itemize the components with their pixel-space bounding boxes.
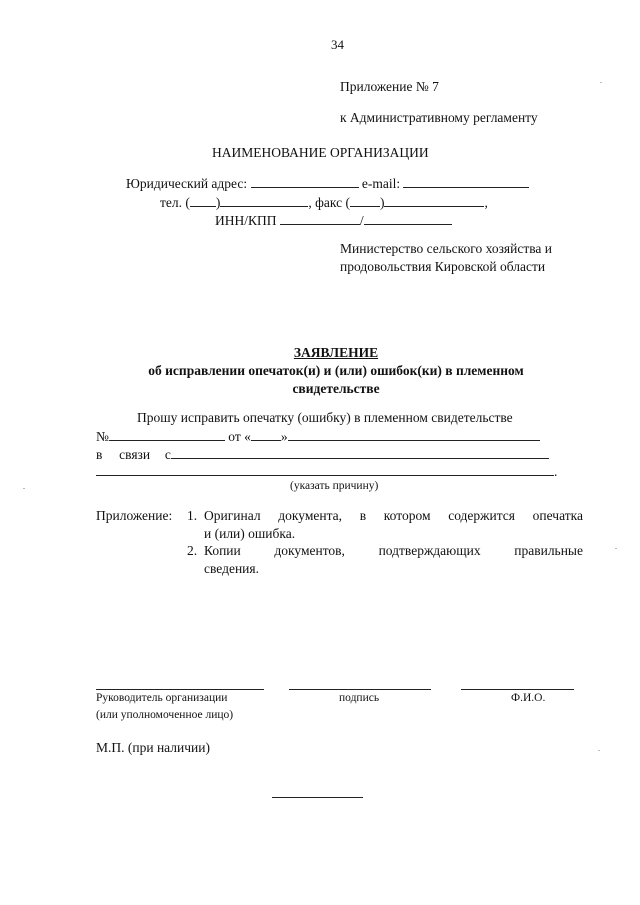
address-line <box>126 175 529 192</box>
attachment-1-number: 1. <box>187 508 198 523</box>
fax-close: ) <box>379 195 385 210</box>
tel-close: ) <box>215 195 221 210</box>
date-day-blank <box>251 428 281 441</box>
reason-line <box>96 446 549 463</box>
signature-head-label-1: Руководитель организации <box>96 692 228 704</box>
fax-code-blank <box>350 194 380 207</box>
attachments-label: Приложение: <box>96 508 173 523</box>
document-subtitle-2: свидетельстве <box>292 381 380 396</box>
reason-hint: (указать причину) <box>290 480 379 492</box>
document-title: ЗАЯВЛЕНИЕ <box>293 345 379 360</box>
address-blank <box>251 175 359 188</box>
page-number: 34 <box>331 37 344 52</box>
closing-rule <box>272 797 363 798</box>
trailing-comma: , <box>484 195 488 210</box>
recipient-line-1: Министерство сельского хозяйства и <box>340 241 553 256</box>
email-label: e-mail: <box>361 176 401 191</box>
date-quote-close: » <box>280 429 288 444</box>
scan-speck <box>600 82 602 83</box>
reason-word-s: с <box>164 447 171 462</box>
email-blank <box>403 175 529 188</box>
stamp-label: М.П. (при наличии) <box>96 740 210 755</box>
reason-word-svyazi: связи <box>119 447 151 462</box>
signature-line-fio <box>461 689 574 690</box>
attachment-1-line-1: Оригинал документа, в котором содержится опечатка <box>204 508 583 523</box>
request-text: Прошу исправить опечатку (ошибку) в племенном свидетельстве <box>137 410 513 425</box>
tel-number-blank <box>220 194 308 207</box>
kpp-blank <box>364 212 452 225</box>
date-rest-blank <box>288 428 540 441</box>
fio-label: Ф.И.О. <box>511 692 546 704</box>
signature-label: подпись <box>339 692 380 704</box>
reason-blank-1 <box>171 446 549 459</box>
reason-line-2 <box>96 463 557 480</box>
fax-number-blank <box>384 194 484 207</box>
scan-speck <box>598 750 600 751</box>
recipient-line-2: продовольствия Кировской области <box>340 259 546 274</box>
date-label: от « <box>228 429 251 444</box>
signature-line-sign <box>289 689 431 690</box>
reason-blank-2 <box>96 463 554 476</box>
attachment-2-number: 2. <box>187 543 198 558</box>
inn-kpp-label: ИНН/КПП <box>215 213 277 228</box>
number-blank <box>109 428 225 441</box>
fax-label: , факс ( <box>308 195 350 210</box>
appendix-number: Приложение № 7 <box>340 79 439 94</box>
inn-blank <box>280 212 360 225</box>
attachment-1-line-2: и (или) ошибка. <box>204 526 296 541</box>
document-subtitle-1: об исправлении опечаток(и) и (или) ошибок(ки) в племенном <box>148 363 524 378</box>
signature-line-head <box>96 689 264 690</box>
address-label: Юридический адрес: <box>126 176 248 191</box>
number-label: № <box>96 429 109 444</box>
organization-name: НАИМЕНОВАНИЕ ОРГАНИЗАЦИИ <box>212 145 429 160</box>
scan-speck <box>615 548 617 549</box>
attachment-2-line-2: сведения. <box>204 561 259 576</box>
attachment-2-line-1: Копии документов, подтверждающих правильные <box>204 543 583 558</box>
inn-kpp-slash: / <box>359 213 364 228</box>
reason-period: . <box>554 464 558 479</box>
scan-speck <box>23 488 25 489</box>
appendix-regulation: к Административному регламенту <box>340 110 538 125</box>
reason-word-v: в <box>96 447 103 462</box>
phone-fax-line <box>160 194 488 211</box>
tel-label: тел. ( <box>160 195 190 210</box>
inn-kpp-line <box>215 212 452 229</box>
tel-code-blank <box>190 194 216 207</box>
number-date-line <box>96 428 540 445</box>
signature-head-label-2: (или уполномоченное лицо) <box>96 709 234 721</box>
